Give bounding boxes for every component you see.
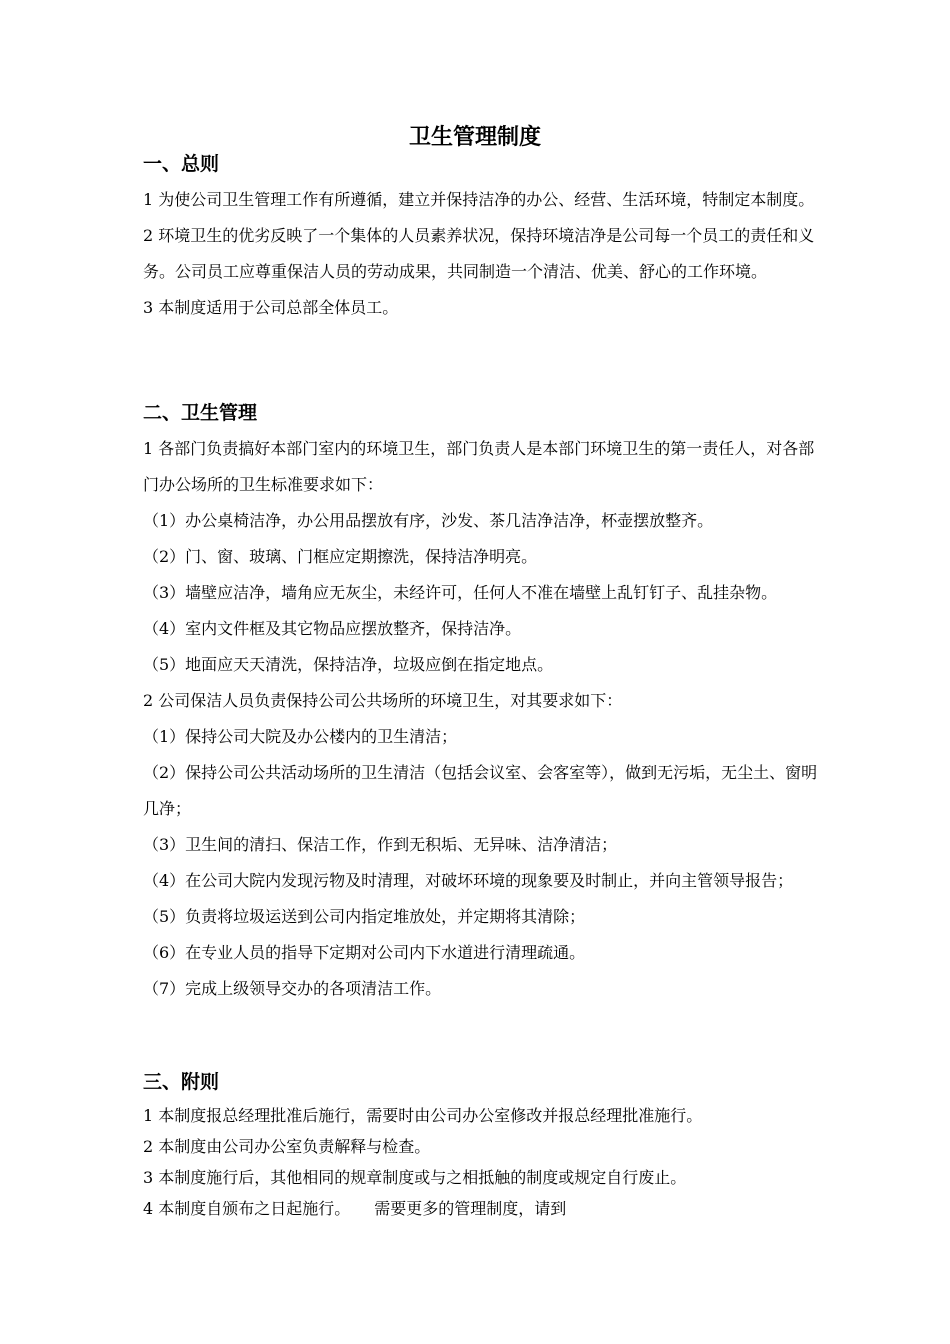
general-clause-3: 3 本制度适用于公司总部全体员工。 <box>143 298 399 317</box>
hygiene-clause-2-item-1: （1）保持公司大院及办公楼内的卫生清洁； <box>143 727 458 746</box>
hygiene-clause-1-item-3: （3）墙壁应洁净，墙角应无灰尘，未经许可，任何人不准在墙壁上乱钉钉子、乱挂杂物。 <box>143 583 778 602</box>
supplementary-clause-4: 4 本制度自颁布之日起施行。 需要更多的管理制度，请到 <box>143 1199 567 1218</box>
section-heading-general: 一、总则 <box>143 153 220 175</box>
section-supplementary <box>143 1064 823 1224</box>
hygiene-clause-1-item-2: （2）门、窗、玻璃、门框应定期擦洗，保持洁净明亮。 <box>143 547 538 566</box>
hygiene-clause-1-item-1: （1）办公桌椅洁净，办公用品摆放有序，沙发、茶几洁净洁净，杯壶摆放整齐。 <box>143 511 714 530</box>
section-heading-supplementary: 三、附则 <box>143 1071 220 1093</box>
hygiene-clause-1-item-4: （4）室内文件框及其它物品应摆放整齐，保持洁净。 <box>143 619 522 638</box>
document-title: 卫生管理制度 <box>408 125 541 150</box>
general-clause-1: 1 为使公司卫生管理工作有所遵循，建立并保持洁净的办公、经营、生活环境，特制定本制度。 <box>143 190 815 209</box>
hygiene-clause-2-item-6: （6）在专业人员的指导下定期对公司内下水道进行清理疏通。 <box>143 943 586 962</box>
hygiene-clause-2-item-5: （5）负责将垃圾运送到公司内指定堆放处，并定期将其清除； <box>143 907 586 926</box>
hygiene-clause-2: 2 公司保洁人员负责保持公司公共场所的环境卫生，对其要求如下： <box>143 691 623 710</box>
hygiene-clause-2-item-4: （4）在公司大院内发现污物及时清理，对破坏环境的现象要及时制止，并向主管领导报告； <box>143 871 794 890</box>
hygiene-clause-2-item-3: （3）卫生间的清扫、保洁工作，作到无积垢、无异味、洁净清洁； <box>143 835 618 854</box>
general-clause-2: 2 环境卫生的优劣反映了一个集体的人员素养状况，保持环境洁净是公司每一个员工的责任和义务。公司员工应尊重保洁人员的劳动成果，共同制造一个清洁、优美、舒心的工作环境。 <box>143 226 815 281</box>
hygiene-clause-2-item-2: （2）保持公司公共活动场所的卫生清洁（包括会议室、会客室等），做到无污垢，无尘土、窗明几净； <box>143 763 818 818</box>
section-heading-hygiene: 二、卫生管理 <box>143 402 258 424</box>
supplementary-clause-3: 3 本制度施行后，其他相同的规章制度或与之相抵触的制度或规定自行废止。 <box>143 1168 687 1187</box>
section-hygiene-management <box>143 395 823 1007</box>
section-general <box>143 146 823 326</box>
hygiene-clause-1: 1 各部门负责搞好本部门室内的环境卫生，部门负责人是本部门环境卫生的第一责任人，对各部门办公场所的卫生标准要求如下： <box>143 439 815 494</box>
hygiene-clause-1-item-5: （5）地面应天天清洗，保持洁净，垃圾应倒在指定地点。 <box>143 655 554 674</box>
hygiene-clause-2-item-7: （7）完成上级领导交办的各项清洁工作。 <box>143 979 442 998</box>
supplementary-clause-2: 2 本制度由公司办公室负责解释与检查。 <box>143 1137 431 1156</box>
supplementary-clause-1: 1 本制度报总经理批准后施行，需要时由公司办公室修改并报总经理批准施行。 <box>143 1106 703 1125</box>
